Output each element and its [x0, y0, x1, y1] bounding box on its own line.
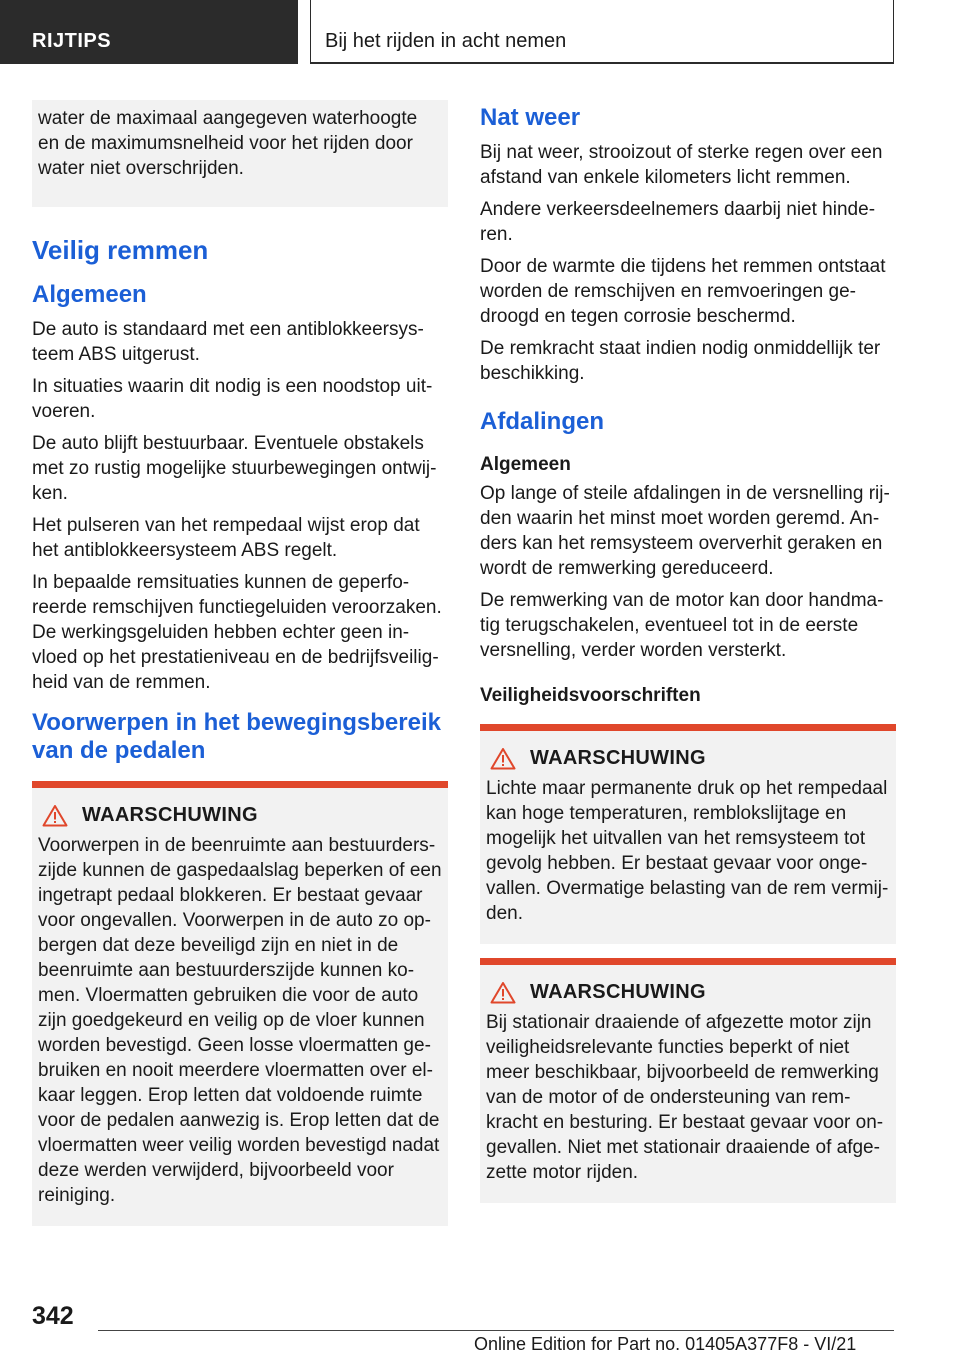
footer-divider — [98, 1330, 894, 1331]
paragraph: De remkracht staat indien nodig onmiddellijk ter beschikking. — [480, 338, 881, 384]
warning-title: WAARSCHUWING — [530, 981, 706, 1003]
paragraph: Het pulseren van het rempedaal wijst erop dat het antiblokkeersysteem ABS regelt. — [32, 515, 420, 561]
paragraph: Op lange of steile afdalingen in de versnelling rijden waarin het minst moet worden geremd. Anders kan het remsysteem oververhit geraken en wordt de remwerking gereduceerd. — [480, 483, 890, 579]
page-number: 342 — [32, 1302, 74, 1330]
warning-text: Bij stationair draaiende of afgezette motor zijn veiligheidsrelevante functies beperkt of niet meer beschikbaar, bijvoorbeeld de remwerking van de motor of de ondersteuning van remkracht en besturing. Er bestaat gevaar voor ongevallen. Niet met stationair draaiende of afgezette motor rijden. — [486, 1012, 884, 1183]
paragraph: In bepaalde remsituaties kunnen de geperforeerde remschijven functiegeluiden veroorzaken. De werkingsgeluiden hebben echter geen invloed op het prestatieniveau en de bedrijfsveiligheid van de remmen. — [32, 572, 442, 693]
heading-pedal-objects: Voorwerpen in het bewegingsbereik van de pedalen — [32, 709, 441, 764]
warning-box — [32, 781, 448, 1226]
left-column — [32, 100, 448, 1226]
warning-header — [486, 747, 890, 770]
paragraph: Door de warmte die tijdens het remmen ontstaat worden de remschijven en remvoeringen gedroogd en tegen corrosie beschermd. — [480, 256, 886, 327]
heading-descents: Afdalingen — [480, 408, 604, 435]
subheading-safety: Veiligheidsvoorschriften — [480, 685, 701, 706]
warning-box — [480, 724, 896, 944]
paragraph: De remwerking van de motor kan door handmatig terugschakelen, eventueel tot in de eerste versnelling, verder worden versterkt. — [480, 590, 884, 661]
warning-triangle-icon — [490, 747, 516, 770]
chapter-title: RIJTIPS — [32, 30, 112, 52]
heading-safe-braking: Veilig remmen — [32, 235, 209, 265]
warning-title: WAARSCHUWING — [530, 747, 706, 769]
warning-header — [486, 981, 890, 1004]
paragraph: Andere verkeersdeelnemers daarbij niet hinderen. — [480, 199, 876, 245]
warning-header — [38, 804, 442, 827]
warning-box — [480, 958, 896, 1203]
paragraph: In situaties waarin dit nodig is een noodstop uitvoeren. — [32, 376, 433, 422]
right-column — [480, 100, 896, 1203]
intro-text: water de maximaal aangegeven waterhoogte en de maximumsnelheid voor het rijden door water niet overschrijden. — [38, 108, 418, 179]
warning-text: Voorwerpen in de beenruimte aan bestuurderszijde kunnen de gaspedaalslag beperken of een ingetrapt pedaal blokkeren. Er bestaat gevaar voor ongevallen. Voorwerpen in de auto zo opbergen dat deze beveiligd zijn en niet in de beenruimte aan bestuurderszijde kunnen komen. Vloermatten gebruiken die voor de auto zijn goedgekeurd en veilig op de vloer kunnen worden bevestigd. Geen losse vloermatten gebruiken en nooit meerdere vloermatten over elkaar leggen. Erop letten dat voldoende ruimte voor de pedalen aanwezig is. Erop letten dat de vloermatten weer veilig worden bevestigd nadat deze werden verwijderd, bijvoorbeeld voor reiniging. — [38, 835, 442, 1206]
footer-edition: Online Edition for Part no. 01405A377F8 - VI/21 — [474, 1334, 857, 1354]
paragraph: Bij nat weer, strooizout of sterke regen over een afstand van enkele kilometers licht remmen. — [480, 142, 883, 188]
section-tab — [310, 0, 894, 64]
heading-wet-weather: Nat weer — [480, 104, 581, 131]
paragraph: De auto blijft bestuurbaar. Eventuele obstakels met zo rustig mogelijke stuurbewegingen ontwijken. — [32, 433, 437, 504]
warning-title: WAARSCHUWING — [82, 804, 258, 826]
heading-general: Algemeen — [32, 281, 147, 308]
warning-text: Lichte maar permanente druk op het rempedaal kan hoge temperaturen, remblokslijtage en mogelijk het uitvallen van het remsysteem tot gevolg hebben. Er bestaat gevaar voor ongevallen. Overmatige belasting van de rem vermijden. — [486, 778, 889, 924]
chapter-tab — [0, 0, 298, 64]
warning-triangle-icon — [490, 981, 516, 1004]
warning-triangle-icon — [42, 804, 68, 827]
section-title: Bij het rijden in acht nemen — [325, 30, 567, 52]
subheading-general: Algemeen — [480, 454, 571, 475]
intro-box — [32, 100, 448, 207]
paragraph: De auto is standaard met een antiblokkeersysteem ABS uitgerust. — [32, 319, 424, 365]
